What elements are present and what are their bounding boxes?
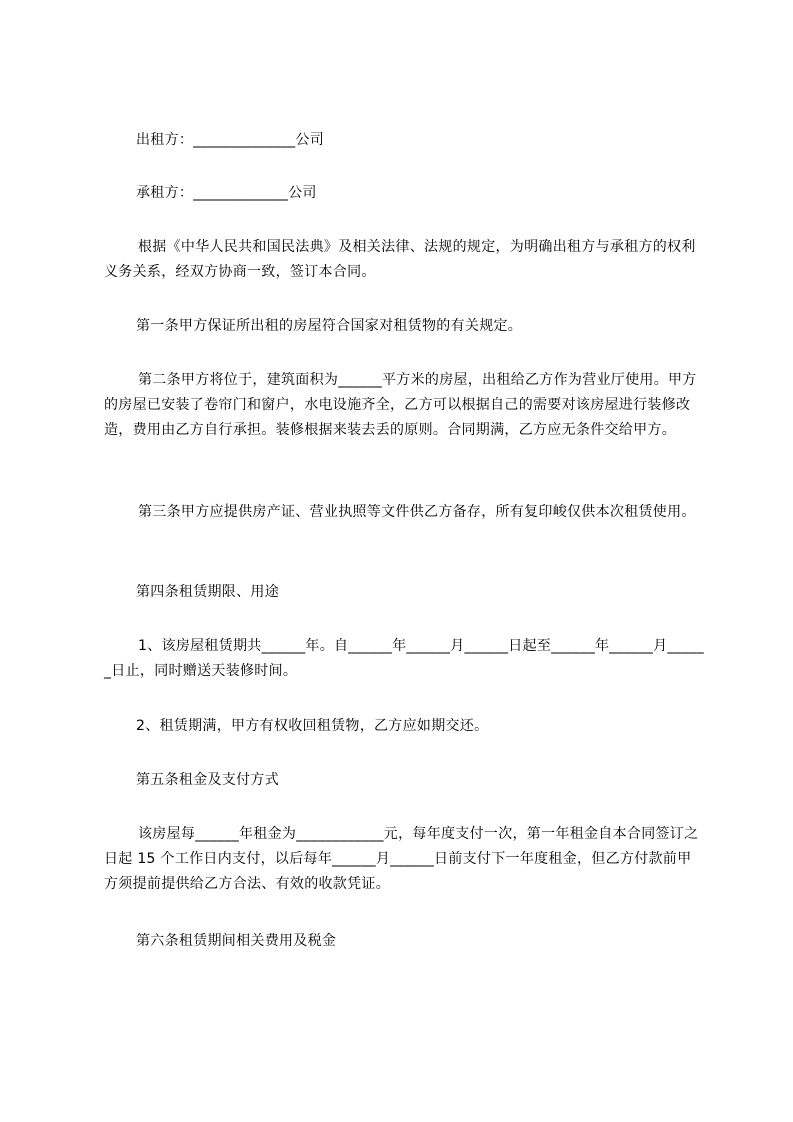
article-4-title: 第四条租赁期限、用途	[136, 584, 279, 600]
article-3: 第三条甲方应提供房产证、营业执照等文件供乙方备存，所有复印峻仅供本次租赁使用。	[138, 504, 696, 520]
article-5-title: 第五条租金及支付方式	[136, 772, 279, 788]
article-4-item-2: 2、租赁期满，甲方有权收回租赁物，乙方应如期交还。	[136, 718, 489, 734]
article-5-body: 该房屋每______年租金为____________元，每年度支付一次，第一年租金自本合同签订之日起 15 个工作日内支付，以后每年______月______日前支付下一年度租金，但乙方付款前甲方须提前提供给乙方合法、有效的收款凭证。	[104, 826, 699, 892]
lessee-line: 承租方：_____________公司	[136, 185, 317, 201]
intro-paragraph: 根据《中华人民共和国民法典》及相关法律、法规的规定，为明确出租方与承租方的权利义务关系，经双方协商一致，签订本合同。	[104, 239, 696, 280]
article-2: 第二条甲方将位于，建筑面积为______平方米的房屋，出租给乙方作为营业厅使用。甲方的房屋已安装了卷帘门和窗户，水电设施齐全，乙方可以根据自己的需要对该房屋进行装修改造，费用由乙方自行承担。装修根据来装去丢的原则。合同期满，乙方应无条件交给甲方。	[104, 372, 697, 438]
article-4-item-1: 1、该房屋租赁期共______年。自______年______月______日起至______年______月______日止，同时赠送天装修时间。	[104, 638, 704, 679]
article-1: 第一条甲方保证所出租的房屋符合国家对租赁物的有关规定。	[136, 318, 523, 334]
article-6-title: 第六条租赁期间相关费用及税金	[136, 933, 337, 949]
lessor-line: 出租方：______________公司	[136, 132, 324, 148]
